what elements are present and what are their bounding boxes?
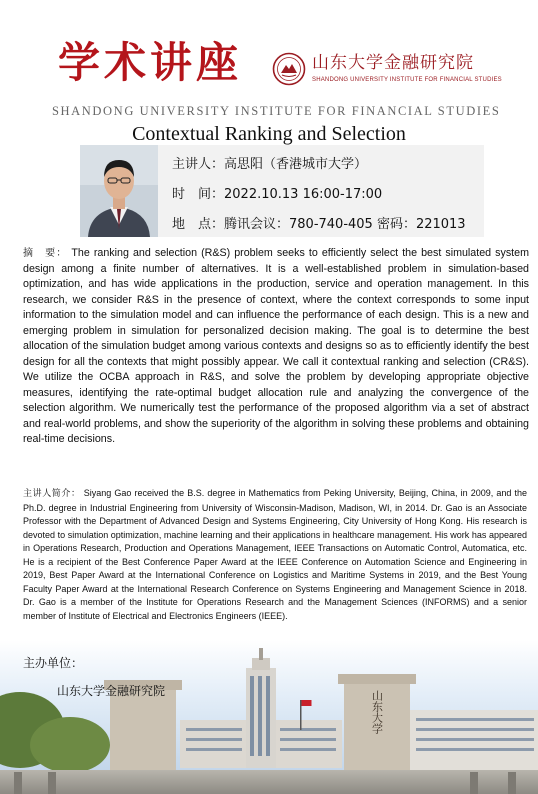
host-label: 主办单位： <box>23 656 84 670</box>
logo-chinese-name: 山东大学金融研究院 <box>312 53 474 73</box>
logo-english-name: SHANDONG UNIVERSITY INSTITUTE FOR FINANCIAL STUDIES <box>312 77 502 83</box>
university-seal-icon <box>272 52 306 86</box>
time-line: 时 间：2022.10.13 16:00-17:00 <box>172 187 383 202</box>
institute-logo <box>272 52 502 88</box>
host-name: 山东大学金融研究院 <box>57 684 166 698</box>
speaker-portrait-icon <box>80 145 158 237</box>
speaker-line: 主讲人：高思阳（香港城市大学） <box>172 157 368 172</box>
bio-label: 主讲人简介： <box>23 489 81 499</box>
talk-title: Contextual Ranking and Selection <box>132 123 406 145</box>
abstract-label: 摘 要： <box>23 248 68 259</box>
poster-title: 学术讲座 <box>58 38 243 87</box>
abstract-text: The ranking and selection (R&S) problem seeks to efficiently select the best simulated system design among a finite number of alternatives. It is a well-established problem in simulation-based optimization, and has wide applications in the production, service and operation management. In this research, we consider R&S in the presence of context, where the context corresponds to some input information to the simulation model and can influence the performance of each design. This is a new and emerging problem in simulation for personalized decision making. The goal is to determine the best allocation of the simulation budget among various contexts and designs so as to efficiently identify the best design for all the contexts that might possibly appear. We call it contextual ranking and selection (CR&S). We utilize the OCBA approach in R&S, and solve the problem by developing appropriate objective measures, identifying the rate-optimal budget allocation rule and analyzing the convergence of the selection algorithm. We numerically test the performance of the proposed algorithm via a set of abstract and real-world problems, and show the superiority of the algorithm in solving these problems and obtaining real-time decisions. <box>23 247 529 445</box>
abstract-section <box>23 246 529 448</box>
gate-inscription: 山东大学 <box>370 690 384 734</box>
speaker-bio-section <box>23 487 527 623</box>
location-line: 地 点：腾讯会议：780-740-405 密码：221013 <box>172 217 466 232</box>
bio-text: Siyang Gao received the B.S. degree in Mathematics from Peking University, Beijing, China, in 2009, and the Ph.D. degree in Industrial Engineering from University of Wisconsin-Madison, Madison, WI, in 2014. Dr. Gao is an Associate Professor with the Department of Advanced Design and Systems Engineering, City University of Hong Kong. His research is devoted to simulation optimization, machine learning and their applications in healthcare management. His work has appeared in Operations Research, Production and Operations Management, IEEE Transactions on Automatic Control, Automatica, etc. He is a recipient of the Best Conference Paper Award at the IEEE Conference on Automation Science and Engineering in 2019, Best Paper Award at the International Conference on Logistics and Maritime Systems in 2019, and the Best Young Faculty Paper Award at the International Research Conference on Systems Engineering and Management Science in 2018. Dr. Gao is a member of the Institute for Operations Research and the Management Sciences (INFORMS) and a senior member of Institute of Electrical and Electronics Engineers (IEEE). <box>23 488 527 621</box>
speaker-photo <box>80 145 158 237</box>
institute-english-subtitle: SHANDONG UNIVERSITY INSTITUTE FOR FINANCIAL STUDIES <box>52 104 501 118</box>
